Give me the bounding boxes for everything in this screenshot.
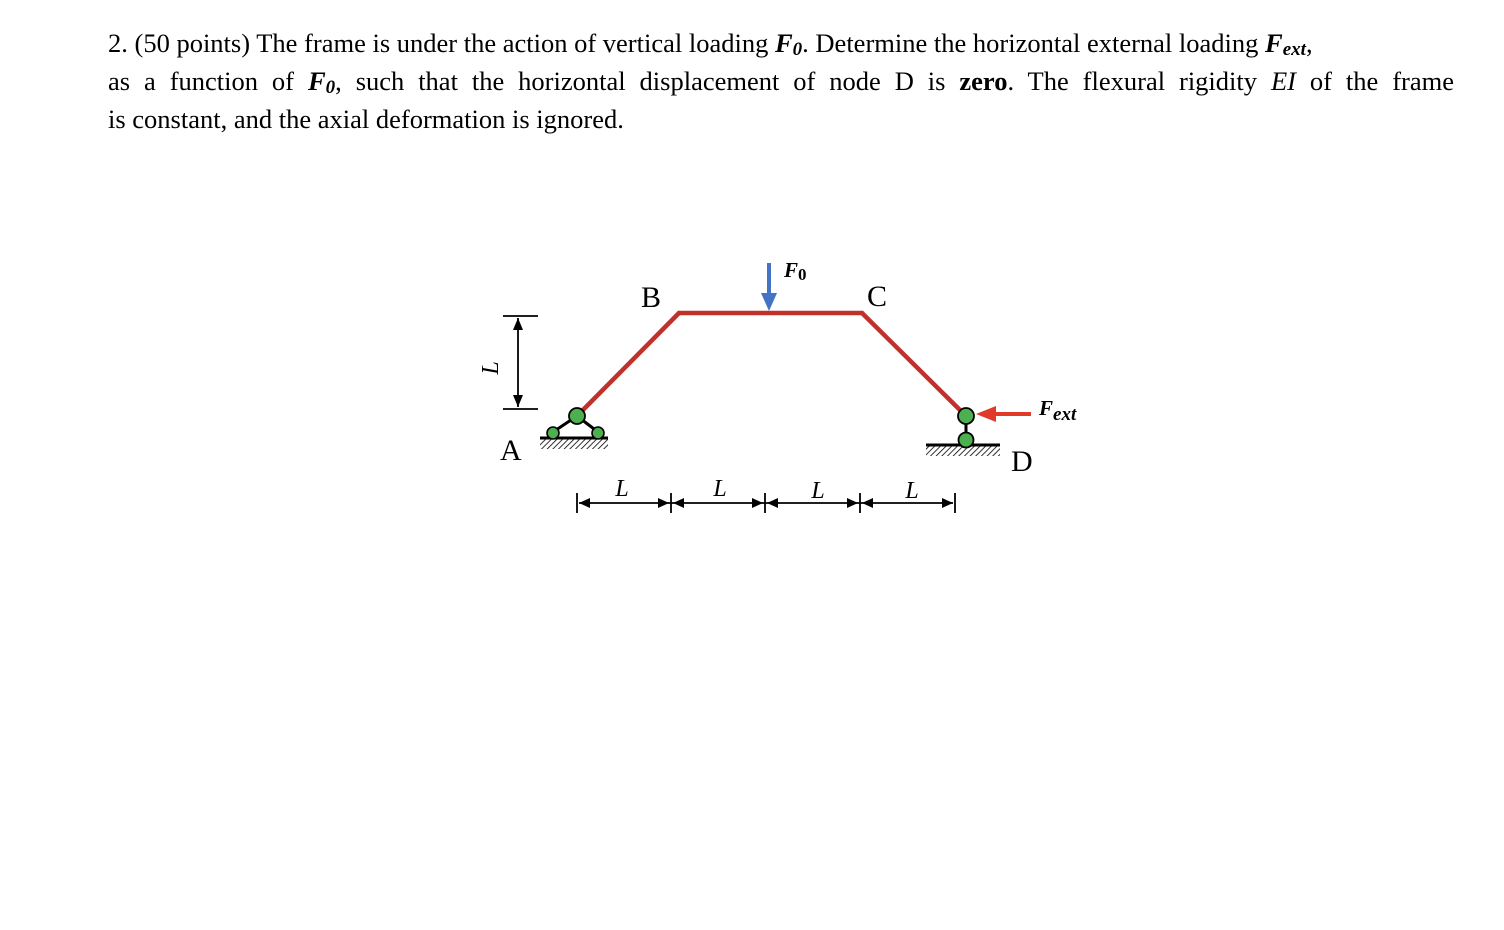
- label-d: D: [1011, 445, 1033, 478]
- problem-points: (50 points): [134, 28, 251, 58]
- pin-support-a: [540, 408, 608, 449]
- member-ab: [577, 313, 679, 416]
- hinge-a: [569, 408, 585, 424]
- label-b: B: [641, 281, 662, 314]
- load-fext-arrow: [976, 406, 1031, 422]
- load-f0-arrow: [761, 263, 777, 311]
- fext-symbol: $F_{ext}$: [1265, 28, 1306, 60]
- dimension-horizontal: [577, 493, 955, 513]
- label-a: A: [500, 434, 522, 467]
- label-dim-h4: L: [905, 478, 919, 504]
- ground-hatch-a: [540, 439, 608, 449]
- hinge-a-right: [592, 427, 604, 439]
- f0-symbol: $F_0$: [774, 28, 803, 60]
- ei-symbol: EI: [1270, 66, 1296, 96]
- label-c: C: [867, 280, 888, 313]
- label-dim-vertical: L: [478, 361, 504, 375]
- label-dim-h1: L: [615, 476, 629, 502]
- zero-emphasis: zero: [959, 66, 1008, 96]
- label-f0: F0: [784, 258, 807, 284]
- problem-line-1: 2. (50 points) The frame is under the action of vertical loading $F_0$. Determine the horizontal external loading $F_{ext}$,: [108, 28, 1313, 60]
- hinge-d: [958, 408, 974, 424]
- problem-line-3: is constant, and the axial deformation is ignored.: [108, 104, 624, 134]
- label-fext: Fext: [1039, 396, 1077, 425]
- member-cd: [862, 313, 966, 416]
- frame: [577, 313, 966, 416]
- problem-line-2: as a function of $F_0$, such that the horizontal displacement of node D is zero. The flexural rigidity EI of the frame: [108, 66, 1455, 98]
- problem-number: 2.: [108, 28, 128, 58]
- label-dim-h2: L: [713, 476, 727, 502]
- dimension-vertical: [503, 316, 538, 409]
- f0-symbol-2: $F_0$: [307, 66, 336, 98]
- hinge-d-lower: [959, 433, 974, 448]
- hinge-a-left: [547, 427, 559, 439]
- label-dim-h3: L: [811, 478, 825, 504]
